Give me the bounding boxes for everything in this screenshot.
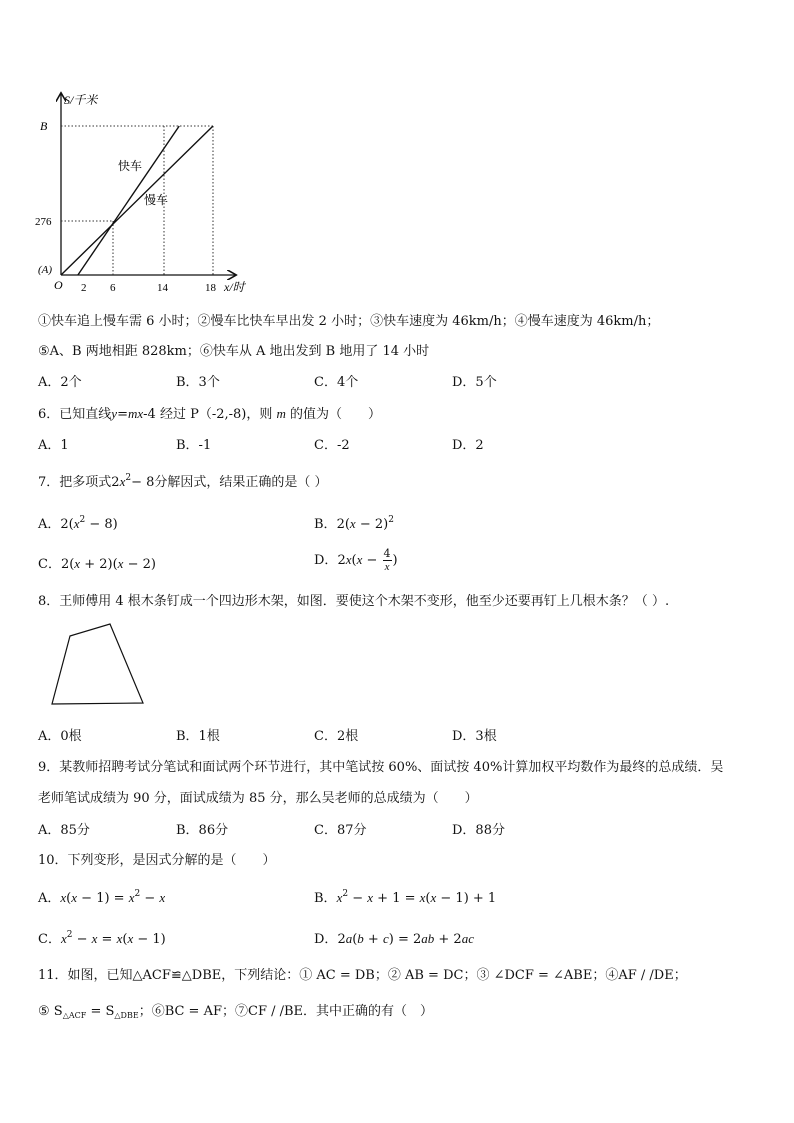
q5-option-b[interactable]: B．3个 xyxy=(176,375,220,390)
q5-statements-line2: ⑤A、B 两地相距 828km；⑥快车从 A 地出发到 B 地用了 14 小时 xyxy=(38,344,430,359)
quadrilateral-frame-figure xyxy=(48,618,148,710)
q7-option-b[interactable]: B．$2(x - 2)^2$ xyxy=(314,515,394,532)
q5-option-c[interactable]: C．4个 xyxy=(314,375,359,390)
q9-stem-line2: 老师笔试成绩为 90 分，面试成绩为 85 分，那么吴老师的总成绩为（ ） xyxy=(38,791,478,806)
q9-stem-line1: 9．某教师招聘考试分笔试和面试两个环节进行，其中笔试按 60%、面试按 40%计算加权平均数作为最终的总成绩．吴 xyxy=(38,760,724,775)
quadrilateral xyxy=(52,624,143,704)
q5-option-d[interactable]: D．5个 xyxy=(452,375,497,390)
q10-stem: 10．下列变形，是因式分解的是（ ） xyxy=(38,853,276,868)
slow-car-label: 慢车 xyxy=(144,193,169,207)
q9-option-c[interactable]: C．87分 xyxy=(314,823,367,838)
q5-option-a[interactable]: A．2个 xyxy=(38,375,82,390)
tick-18: 18 xyxy=(205,282,216,294)
q10-option-a[interactable]: A．$x(x - 1) = x^2 - x$ xyxy=(38,889,166,906)
tick-14: 14 xyxy=(157,282,168,294)
q7-option-c[interactable]: C．2(x + 2)(x − 2) xyxy=(38,556,156,572)
y-axis-label: S/千米 xyxy=(64,93,98,107)
q8-option-b[interactable]: B．1根 xyxy=(176,729,220,744)
q6-option-c[interactable]: C．-2 xyxy=(314,438,350,453)
q8-option-d[interactable]: D．3根 xyxy=(452,729,497,744)
q7-stem: 7．把多项式$2x^2- 8$分解因式，结果正确的是（ ） xyxy=(38,473,328,490)
fast-car-label: 快车 xyxy=(118,159,143,173)
q10-option-c[interactable]: C．$x^2 - x = x(x - 1)$ xyxy=(38,930,166,947)
q7-option-d[interactable]: D．2x(x − $\frac{4}{x}$ ) xyxy=(314,547,398,573)
q6-stem: 6．已知直线y=mx-4 经过 P（-2,-8)，则 m 的值为（ ） xyxy=(38,406,382,422)
origin-label: O xyxy=(54,278,63,292)
q8-stem: 8．王师傅用 4 根木条钉成一个四边形木架，如图．要使这个木架不变形，他至少还要再钉上几根木条？（ ）. xyxy=(38,594,670,609)
tick-2: 2 xyxy=(81,282,87,294)
q8-option-c[interactable]: C．2根 xyxy=(314,729,359,744)
q9-option-b[interactable]: B．86分 xyxy=(176,823,229,838)
x-axis-label: x/时 xyxy=(224,280,245,294)
q6-option-a[interactable]: A．1 xyxy=(38,438,69,453)
distance-time-graph xyxy=(30,88,260,303)
q9-option-d[interactable]: D．88分 xyxy=(452,823,505,838)
q5-statements-line1: ①快车追上慢车需 6 小时；②慢车比快车早出发 2 小时；③快车速度为 46km/h；④慢车速度为 46km/h； xyxy=(38,314,660,329)
q11-stem-line2: ⑤ $S_{\triangle ACF} = S_{\triangle DBE}$；⑥BC = AF；⑦CF / /BE．其中正确的有（ ） xyxy=(38,1004,434,1020)
q6-option-b[interactable]: B．-1 xyxy=(176,438,212,453)
q6-option-d[interactable]: D．2 xyxy=(452,438,484,453)
q11-stem-line1: 11．如图，已知△ACF≌△DBE，下列结论：① AC = DB；② AB = DC；③ ∠DCF = ∠ABE；④AF / /DE； xyxy=(38,968,687,983)
q9-option-a[interactable]: A．85分 xyxy=(38,823,90,838)
tick-276: 276 xyxy=(35,216,52,228)
slow-car-line xyxy=(61,126,213,275)
point-b-label: B xyxy=(40,119,48,133)
q7-option-a[interactable]: A．$2(x^2 - 8)$ xyxy=(38,515,118,532)
q10-option-d[interactable]: D．2a(b + c) = 2ab + 2ac xyxy=(314,931,474,947)
point-a-label: (A) xyxy=(38,264,53,276)
q10-option-b[interactable]: B．$x^2 - x + 1 = x(x - 1) + 1$ xyxy=(314,889,497,906)
q8-option-a[interactable]: A．0根 xyxy=(38,729,82,744)
tick-6: 6 xyxy=(110,282,116,294)
